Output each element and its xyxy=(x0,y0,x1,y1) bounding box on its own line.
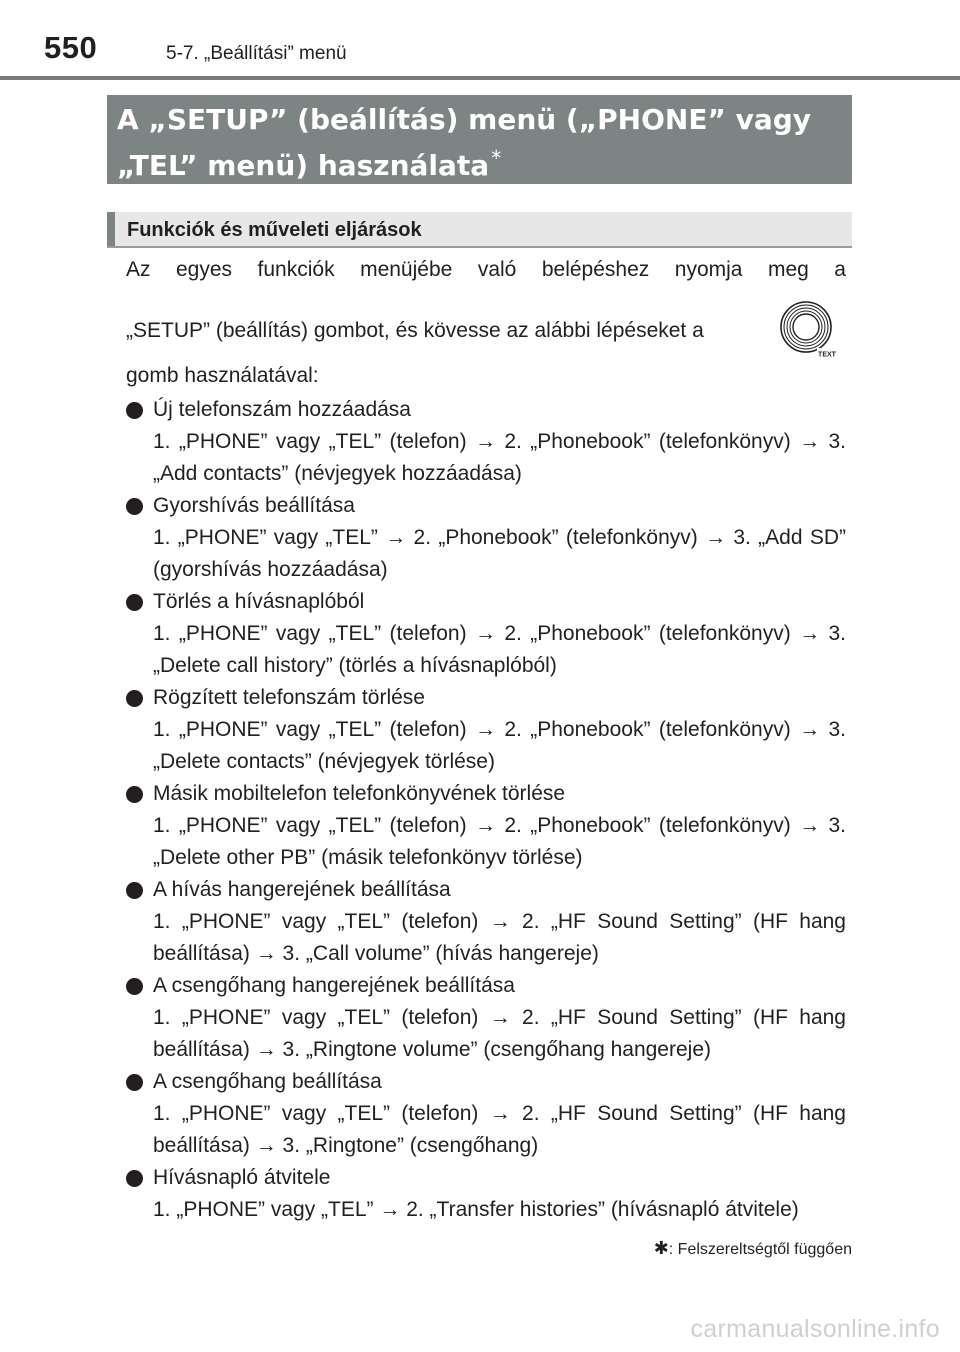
item-path: 1. „PHONE” vagy „TEL” (telefon) → 2. „HF Sound Setting” (HF hang beállítása) → 3. „Ringtone volume” (csengőhang hangereje) xyxy=(153,1006,846,1061)
title-line-1: A „SETUP” (beállítás) menü („PHONE” vagy xyxy=(117,103,812,136)
bullet-icon xyxy=(126,882,143,899)
item-path: 1. „PHONE” vagy „TEL” (telefon) → 2. „Phonebook” (telefonkönyv) → 3. „Add contacts” (névjegyek hozzáadása) xyxy=(153,430,846,485)
list-item xyxy=(126,1066,846,1162)
bullet-icon xyxy=(126,786,143,803)
list-item xyxy=(126,490,846,586)
bullet-icon xyxy=(126,498,143,515)
item-title-text: Rögzített telefonszám törlése xyxy=(153,686,425,709)
section-label: 5-7. „Beállítási” menü xyxy=(166,43,347,64)
list-item xyxy=(126,394,846,490)
item-path: 1. „PHONE” vagy „TEL” (telefon) → 2. „HF Sound Setting” (HF hang beállítása) → 3. „Ringtone” (csengőhang) xyxy=(153,1102,846,1157)
list-item xyxy=(126,970,846,1066)
header-rule xyxy=(0,76,960,80)
item-title xyxy=(126,1066,846,1098)
item-title-text: A csengőhang beállítása xyxy=(153,1070,382,1093)
item-title-text: A csengőhang hangerejének beállítása xyxy=(153,974,515,997)
dial-label: TEXT xyxy=(818,351,836,358)
bullet-icon xyxy=(126,978,143,995)
item-title-text: Másik mobiltelefon telefonkönyvének törlése xyxy=(153,782,566,805)
item-path: 1. „PHONE” vagy „TEL” → 2. „Transfer histories” (hívásnapló átvitele) xyxy=(153,1198,799,1221)
intro-line-2: „SETUP” (beállítás) gombot, és kövesse az alábbi lépéseket a xyxy=(126,319,704,342)
bullet-icon xyxy=(126,594,143,611)
item-title xyxy=(126,586,846,618)
function-list xyxy=(126,394,846,1226)
list-item xyxy=(126,586,846,682)
item-title-text: A hívás hangerejének beállítása xyxy=(153,878,451,901)
item-title-text: Hívásnapló átvitele xyxy=(153,1166,331,1189)
bullet-icon xyxy=(126,402,143,419)
bullet-icon xyxy=(126,690,143,707)
subsection-label: Funkciók és műveleti eljárások xyxy=(127,219,422,241)
list-item xyxy=(126,682,846,778)
item-path: 1. „PHONE” vagy „TEL” (telefon) → 2. „Phonebook” (telefonkönyv) → 3. „Delete contacts” (névjegyek törlése) xyxy=(153,718,846,773)
list-item xyxy=(126,778,846,874)
bullet-icon xyxy=(126,1074,143,1091)
item-title-text: Gyorshívás beállítása xyxy=(153,494,355,517)
intro-line-3: gomb használatával: xyxy=(126,364,319,387)
item-title xyxy=(126,778,846,810)
title-line-2-text: „TEL” menü) használata xyxy=(117,149,490,182)
tune-dial-icon xyxy=(779,300,837,358)
footnote-star: ✱ xyxy=(653,1238,669,1258)
item-path: 1. „PHONE” vagy „TEL” (telefon) → 2. „HF Sound Setting” (HF hang beállítása) → 3. „Call volume” (hívás hangereje) xyxy=(153,910,846,965)
item-title xyxy=(126,490,846,522)
item-path: 1. „PHONE” vagy „TEL” (telefon) → 2. „Phonebook” (telefonkönyv) → 3. „Delete other PB” (másik telefonkönyv törlése) xyxy=(153,814,846,869)
item-title xyxy=(126,1162,846,1194)
bullet-icon xyxy=(126,1170,143,1187)
page-number: 550 xyxy=(44,30,98,65)
subsection-accent xyxy=(107,212,115,246)
list-item xyxy=(126,874,846,970)
item-title xyxy=(126,970,846,1002)
item-path: 1. „PHONE” vagy „TEL” (telefon) → 2. „Phonebook” (telefonkönyv) → 3. „Delete call history” (törlés a hívásnaplóból) xyxy=(153,622,846,677)
title-line-2 xyxy=(117,139,842,185)
subsection-heading xyxy=(107,212,852,248)
intro-line-1: Az egyes funkciók menüjébe való belépéshez nyomja meg a xyxy=(126,258,846,281)
item-path: 1. „PHONE” vagy „TEL” → 2. „Phonebook” (telefonkönyv) → 3. „Add SD” (gyorshívás hozzáadása) xyxy=(153,526,846,581)
item-title-text: Törlés a hívásnaplóból xyxy=(153,590,365,613)
title-asterisk: * xyxy=(491,146,502,170)
item-title-text: Új telefonszám hozzáadása xyxy=(153,398,411,421)
watermark: carmanualsonline.info xyxy=(690,1315,940,1343)
footnote-text: : Felszereltségtől függően xyxy=(668,1241,852,1258)
item-title xyxy=(126,394,846,426)
page-title xyxy=(107,95,852,184)
list-item xyxy=(126,1162,846,1226)
footnote xyxy=(654,1238,852,1259)
item-title xyxy=(126,682,846,714)
item-title xyxy=(126,874,846,906)
